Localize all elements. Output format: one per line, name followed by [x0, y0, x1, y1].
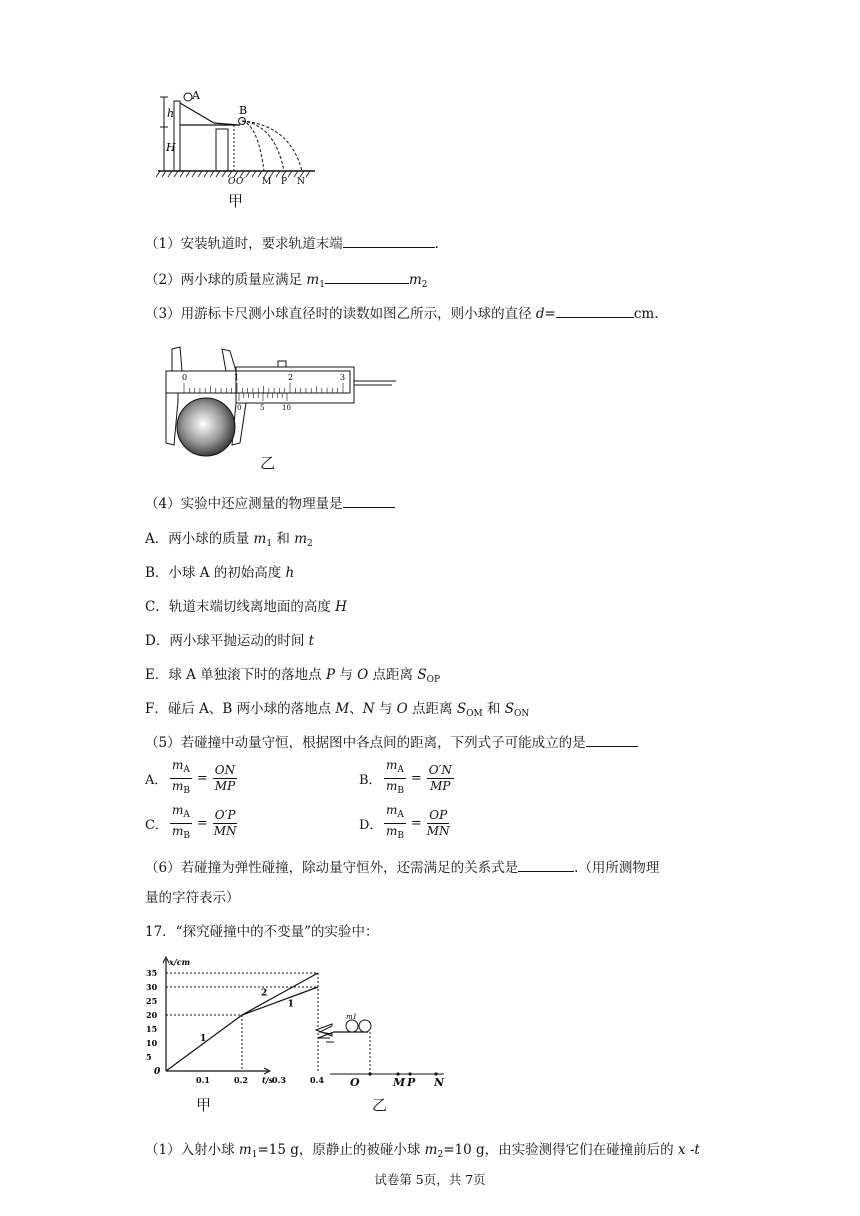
point-label-O: O	[350, 1076, 360, 1089]
vernier-scale-10: 10	[282, 404, 291, 412]
q17-title: 17．“探究碰撞中的不变量”的实验中：	[145, 924, 379, 940]
figure-caption-jia-top: 甲	[228, 192, 244, 210]
point-label-N: N	[434, 1076, 445, 1089]
y-tick-label: 30	[146, 982, 158, 992]
q4-blank[interactable]	[343, 495, 395, 508]
main-scale-3: 3	[340, 373, 346, 382]
x-axis-label: t/s	[262, 1075, 274, 1085]
q4-text: （4）实验中还应测量的物理量是	[145, 492, 395, 512]
label-P: P	[281, 177, 288, 187]
q2-text: （2）两小球的质量应满足 $m_1$ $m_2$	[145, 272, 428, 290]
q5-option-a[interactable]: A． $\frac{m_A}{m_B}$ = $\frac{ON}{MP}$	[145, 758, 236, 796]
q4-option-e[interactable]: E．球 A 单独滚下时的落地点 P 与 O 点距离 $S_{OP}$	[145, 667, 441, 685]
y-tick-label: 15	[146, 1024, 158, 1034]
origin-label: 0	[154, 1067, 161, 1077]
q5-blank[interactable]	[586, 734, 638, 747]
q6-blank[interactable]	[518, 859, 574, 872]
point-label-P: P	[407, 1076, 416, 1089]
y-tick-label: 20	[146, 1010, 158, 1020]
q4-option-c[interactable]: C．轨道末端切线离地面的高度 H	[145, 599, 347, 615]
q6-line2: 量的字符表示）	[145, 890, 240, 906]
label-B: B	[239, 104, 248, 117]
y-tick-label: 5	[146, 1052, 152, 1062]
label-A: A	[192, 89, 200, 102]
line-label-1: 1	[200, 1034, 207, 1044]
x-tick-label: 0.4	[310, 1075, 324, 1085]
line-2-after	[242, 973, 318, 1015]
figure-caption-jia-xt: 甲	[196, 1096, 212, 1114]
figure-xt-graph	[140, 955, 324, 1085]
ball-label-m1: m1	[346, 1013, 358, 1021]
figure-apparatus	[150, 85, 320, 185]
main-scale-1: 1	[234, 373, 240, 382]
y-tick-label: 35	[146, 968, 158, 978]
line-1-after	[242, 987, 318, 1015]
line-label-1b: 1	[287, 999, 294, 1010]
q5-option-b[interactable]: B． $\frac{m_A}{m_B}$ = $\frac{O'N}{MP}$	[359, 758, 452, 796]
figure-caliper	[160, 345, 400, 457]
q5-option-d[interactable]: D． $\frac{m_A}{m_B}$ = $\frac{OP}{MN}$	[359, 803, 450, 841]
q4-option-b[interactable]: B．小球 A 的初始高度 h	[145, 565, 295, 581]
x-tick-label: 0.3	[272, 1075, 286, 1085]
point-label-M: M	[393, 1076, 406, 1089]
label-h: h	[167, 107, 175, 120]
vernier-scale-0: 0	[237, 404, 242, 412]
q4-option-d[interactable]: D．两小球平抛运动的时间 t	[145, 633, 315, 649]
label-N: N	[297, 177, 305, 187]
measured-ball	[177, 398, 235, 456]
q1-text: （1）安装轨道时，要求轨道末端 .	[145, 236, 439, 252]
vernier-scale-5: 5	[260, 404, 265, 412]
q4-option-f[interactable]: F．碰后 A、B 两小球的落地点 M、N 与 O 点距离 $S_{OM}$ 和 $S_{ON}$	[145, 701, 530, 719]
q3-text: （3）用游标卡尺测小球直径时的读数如图乙所示，则小球的直径 d= cm.	[145, 306, 659, 322]
q5-option-c[interactable]: C． $\frac{m_A}{m_B}$ = $\frac{O'P}{MN}$	[145, 803, 237, 841]
label-O: O	[228, 177, 236, 187]
y-tick-label: 10	[146, 1038, 158, 1048]
page-footer: 试卷第 5页，共 7页	[374, 1172, 486, 1187]
q1-blank[interactable]	[343, 235, 435, 248]
q5-text: （5）若碰撞中动量守恒，根据图中各点间的距离，下列式子可能成立的是	[145, 731, 638, 751]
q2-blank[interactable]	[325, 271, 409, 284]
q4-option-a[interactable]: A．两小球的质量 $m_1$ 和 $m_2$	[145, 531, 313, 549]
y-axis-label: x/cm	[169, 957, 191, 967]
x-tick-label: 0.1	[196, 1075, 210, 1085]
label-M: M	[262, 177, 272, 187]
label-H: H	[166, 141, 176, 154]
figure-table-collision	[310, 1013, 450, 1090]
y-tick-label: 25	[146, 996, 158, 1006]
q3-blank[interactable]	[556, 305, 634, 318]
main-scale-2: 2	[288, 373, 294, 382]
x-tick-label: 0.2	[234, 1075, 248, 1085]
q6-line1: （6）若碰撞为弹性碰撞，除动量守恒外，还需满足的关系式是 .（用所测物理	[145, 860, 660, 876]
figure-caption-yi-table: 乙	[372, 1096, 388, 1114]
label-O-prime: O′	[236, 177, 246, 187]
figure-caption-yi-caliper: 乙	[260, 454, 276, 472]
line-label-2: 2	[261, 988, 268, 999]
main-scale-0: 0	[182, 373, 188, 382]
q17-1-text: （1）入射小球 $m_1=15$ g，原静止的被碰小球 $m_2=10$ g，由实验测得它们在碰撞前后的 x -t	[145, 1142, 700, 1160]
